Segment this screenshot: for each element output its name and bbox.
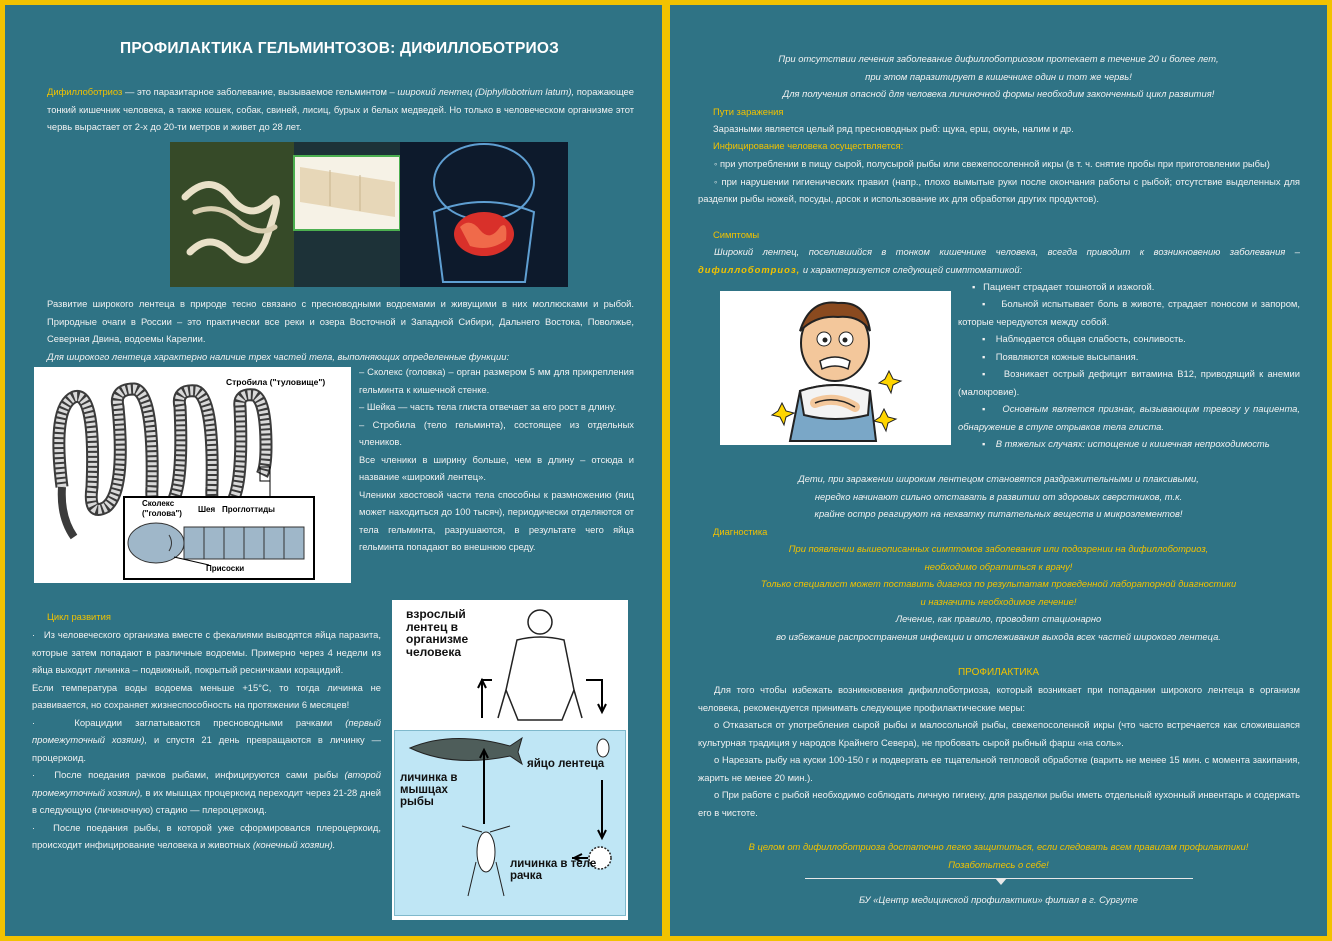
closing-block: В целом от дифиллоботриоза достаточно легко защититься, если следовать всем правилам профилактики! Позаботьтесь о себе! xyxy=(748,841,1249,870)
symptom-item: ▪ Наблюдается общая слабость, сонливость. xyxy=(982,333,1186,344)
life-cycle-diagram xyxy=(392,600,628,920)
part-neck: – Шейка — часть тела глиста отвечает за его рост в длину. xyxy=(359,401,617,412)
parts-intro: Для широкого лентеца характерно наличие трех частей тела, выполняющих определенные функции: xyxy=(47,351,510,362)
left-page xyxy=(5,5,662,936)
paths-text: Заразными является целый ряд пресноводных рыб: щука, ерш, окунь, налим и др. xyxy=(713,123,1074,134)
symptom-item: ▪ В тяжелых случаях: истощение и кишечная непроходимость xyxy=(982,438,1270,449)
infection-item: ◦ при употреблении в пищу сырой, полусырой рыбы или свежепосоленной икры (в т. ч. снятие пробы при приготовлении рыбы) xyxy=(714,158,1270,169)
label-fish-larva: личинка в мышцах рыбы xyxy=(400,772,458,808)
habitat-paragraph: Развитие широкого лентеца в природе тесно связано с пресноводными водоемами и живущими в них моллюсками и рыбой. Природные очаги в России – это практически все реки и озера Восточной и Западной Сибири, Дальнего Востока, Поволжье, Северная Двина, водоемы Карелии. xyxy=(47,298,634,344)
prevention-intro: Для того чтобы избежать возникновения дифиллоботриоза, который возникает при попадании широкого лентеца в организм человека, рекомендуется принимать следующие профилактические меры: xyxy=(698,684,1300,713)
infection-title: Инфицирование человека осуществляется: xyxy=(713,140,904,151)
symptom-item: ▪ Возникает острый дефицит витамина В12, приводящий к анемии (малокровие). xyxy=(958,368,1300,397)
intro-term: Дифиллоботриоз xyxy=(47,86,123,97)
cycle-item: · Из человеческого организма вместе с фекалиями выводятся яйца паразита, которые затем попадают в различные водоемы. Примерно через 4 недели из яйца выходит личинка – подвижный, покрытый ресничками корацидий. xyxy=(32,629,382,675)
label-crustacean-larva: личинка в теле рачка xyxy=(510,858,597,882)
prevention-item: o При работе с рыбой необходимо соблюдать личную гигиену, для разделки рыбы иметь отдельный кухонный инвентарь и содержать его в чистоте. xyxy=(698,789,1300,818)
prevention-block xyxy=(698,681,1300,821)
tapeworm-diagram-art xyxy=(34,367,351,583)
prevention-item: o Отказаться от употребления сырой рыбы и малосольной рыбы, свежепосоленной икры (что часто встречается как сложившаяся культурная традиция у народов Крайнего Севера), не пробовать сырой рыбный фарш «на соль». xyxy=(698,719,1301,748)
divider-arrow-icon xyxy=(995,878,1007,885)
prevention-item: o Нарезать рыбу на куски 100-150 г и подвергать ее тщательной тепловой обработке (варить не менее 15 мин. с момента закипания, жарить не менее 20 мин.). xyxy=(698,754,1300,783)
symptom-item: ▪ Основным является признак, вызывающим тревогу у пациента, обнаружение в стуле отрывков тела глиста. xyxy=(958,403,1300,432)
part-reproduction: Членики хвостовой части тела способны к размножению (яиц может находиться до 100 тысяч), периодически отделяются от тела гельминта, разрушаются, в результате чего яйца гельминта попадают во внешнюю среду. xyxy=(359,488,634,552)
symptom-item: ▪ Появляются кожные высыпания. xyxy=(982,350,1139,362)
infection-item: ◦ при нарушении гигиенических правил (напр., плохо вымытые руки после окончания работы с рыбой; отсутствие выделенных для разделки рыбы ножей, посуды, досок и использование их для обработки других продуктов). xyxy=(698,175,1300,204)
tapeworm-diagram xyxy=(34,367,351,583)
right-page xyxy=(670,5,1327,936)
sick-man-illustration xyxy=(720,291,951,445)
diagnostics-block: При появлении вышеописанных симптомов заболевания или подозрении на дифиллоботриоз, необходимо обратиться к врачу! Только специалист может поставить диагноз по результатам проведенной лабораторной диагностики и назначить необходимое лечение! Лечение, как правило, проводят стационарно во избежание распространения инфекции и отслеживания выхода всех частей широкого лентеца. xyxy=(760,543,1237,642)
part-segments: Все членики в ширину больше, чем в длину – отсюда и название «широкий лентец». xyxy=(359,453,634,482)
page-title: ПРОФИЛАКТИКА ГЕЛЬМИНТОЗОВ: ДИФИЛЛОБОТРИОЗ xyxy=(120,40,560,57)
cycle-item: Если температура воды водоема меньше +15°С, то тогда личинка не развивается, но сохраняет жизнеспособность на протяжении 6 месяцев! xyxy=(32,681,381,710)
symptoms-title: Симптомы xyxy=(713,229,760,240)
label-neck: Шея xyxy=(198,505,216,514)
tapeworm-photo xyxy=(170,142,568,287)
cycle-title: Цикл развития xyxy=(47,611,111,622)
intro-text-1: — это паразитарное заболевание, вызываемое гельминтом – xyxy=(122,86,398,97)
sick-man-art xyxy=(720,291,951,445)
part-strobila: – Стробила (тело гельминта), состоящее из отдельных члеников. xyxy=(359,418,634,447)
label-strobila: Стробила ("туловище") xyxy=(226,377,326,387)
label-scolex: Сколекс ("голова") xyxy=(142,499,182,518)
body-parts-list xyxy=(359,363,634,556)
cycle-item: · После поедания рыбы, в которой уже сформировался плероцеркоид, происходит инфицирование человека и животных (конечный хозяин). xyxy=(32,821,381,850)
symptoms-list-top xyxy=(958,278,1300,296)
children-block: Дети, при заражении широким лентецом становятся раздражительными и плаксивыми, нередко начинают сильно отставать в развитии от здоровых сверстников, т.к. крайне остро реагируют на нехватку питательных веществ и микроэлементов! xyxy=(798,473,1199,519)
cycle-item: · После поедания рачков рыбами, инфицируются сами рыбы (второй промежуточный хозяин), в их мышцах процеркоид переходит через 21-28 дней в следующую (личиночную) стадию — плероцеркоид. xyxy=(32,769,381,815)
symptom-item: ▪ Больной испытывает боль в животе, страдает поносом и запором, которые чередуются между собой. xyxy=(958,298,1300,327)
symptoms-intro: Широкий лентец, поселившийся в тонком кишечнике человека, всегда приводит к возникновению заболевания – дифиллоботриоз, и характеризуется следующей симптоматикой: xyxy=(698,246,1300,275)
symptoms-list xyxy=(958,295,1300,453)
intro-block: При отсутствии лечения заболевание дифиллоботриозом протекает в течение 20 и более лет, при этом паразитирует в кишечнике один и тот же червь! Для получения опасной для человека личиночной формы необходим законченный цикл развития! xyxy=(778,53,1219,99)
paths-title: Пути заражения xyxy=(713,106,784,117)
tapeworm-photo-art xyxy=(170,142,568,287)
part-scolex: – Сколекс (головка) – орган размером 5 мм для прикрепления гельминта к кишечной стенке. xyxy=(359,366,634,395)
cycle-item: · Корацидии заглатываются пресноводными рачками (первый промежуточный хозяин), и спустя 21 день превращаются в личинку — процеркоид. xyxy=(32,716,382,763)
intro-paragraph xyxy=(47,83,634,136)
intro-italic: широкий лентец (Diphyllobotrium latum), xyxy=(397,86,575,97)
label-adult: взрослый лентец в организме человека xyxy=(406,607,469,659)
cycle-list xyxy=(32,626,381,854)
label-suckers: Присоски xyxy=(206,564,245,573)
prevention-title: ПРОФИЛАКТИКА xyxy=(957,667,1040,678)
diagnostics-title: Диагностика xyxy=(713,526,768,537)
infection-list xyxy=(698,155,1300,208)
label-proglottids: Проглоттиды xyxy=(222,505,275,514)
symptom-item: ▪ Пациент страдает тошнотой и изжогой. xyxy=(972,281,1155,292)
label-egg: яйцо лентеца xyxy=(527,758,605,770)
footer-text: БУ «Центр медицинской профилактики» филиал в г. Сургуте xyxy=(858,894,1139,905)
intro-text-2: поражающее тонкий кишечник человека, а также кошек, собак, свиней, лисиц, бурых и белых медведей. Но только в человеческом организме этот червь вырастает от 2-х до 20-ти метров и живет до 28 лет. xyxy=(47,86,634,132)
